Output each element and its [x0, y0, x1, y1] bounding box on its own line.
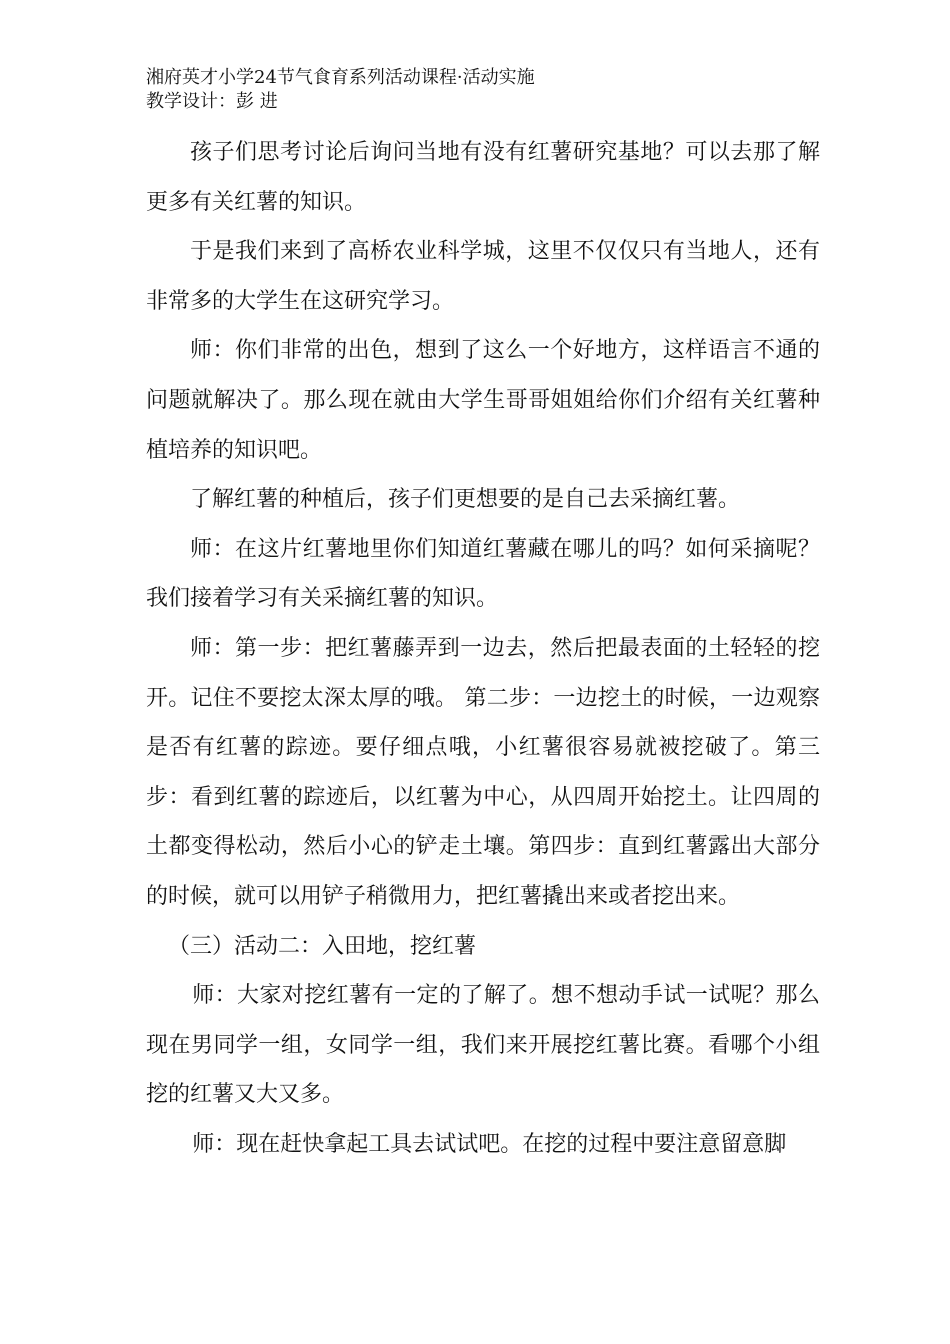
paragraph-competition: 师：大家对挖红薯有一定的了解了。想不想动手试一试呢？那么现在男同学一组，女同学一组，我们来开展挖红薯比赛。看哪个小组挖的红薯又大又多。 — [146, 983, 820, 1108]
paragraph-digging-steps: 师：第一步：把红薯藤弄到一边去，然后把最表面的土轻轻的挖开。记住不要挖太深太厚的哦。 第二步：一边挖土的时候，一边观察是否有红薯的踪迹。要仔细点哦，小红薯很容易就被挖破了。第三步：看到红薯的踪迹后，以红薯为中心，从四周开始挖土。让四周的土都变得松动，然后小心的铲走土壤。第四步：直到红薯露出大部分的时候，就可以用铲子稍微用力，把红薯撬出来或者挖出来。 — [146, 635, 820, 909]
paragraph-science-city: 于是我们来到了高桥农业科学城，这里不仅仅只有当地人，还有非常多的大学生在这研究学习。 — [146, 239, 820, 314]
section-heading-activity-two: （三）活动二：入田地，挖红薯 — [168, 933, 477, 959]
paragraph-try-tools: 师：现在赶快拿起工具去试试吧。在挖的过程中要注意留意脚 — [192, 1131, 787, 1157]
paragraph-discussion: 孩子们思考讨论后询问当地有没有红薯研究基地？可以去那了解更多有关红薯的知识。 — [146, 140, 820, 215]
paragraph-harvest-desire: 了解红薯的种植后，孩子们更想要的是自己去采摘红薯。 — [190, 487, 741, 513]
page-header — [146, 66, 826, 114]
header-designer: 教学设计：彭 进 — [146, 91, 278, 112]
paragraph-teacher-praise: 师：你们非常的出色，想到了这么一个好地方，这样语言不通的问题就解决了。那么现在就由大学生哥哥姐姐给你们介绍有关红薯种植培养的知识吧。 — [146, 338, 820, 463]
document-body — [146, 128, 820, 1169]
paragraph-teacher-question: 师：在这片红薯地里你们知道红薯藏在哪儿的吗？如何采摘呢？我们接着学习有关采摘红薯的知识。 — [146, 536, 820, 612]
header-course-title: 湘府英才小学24节气食育系列活动课程·活动实施 — [146, 67, 535, 88]
